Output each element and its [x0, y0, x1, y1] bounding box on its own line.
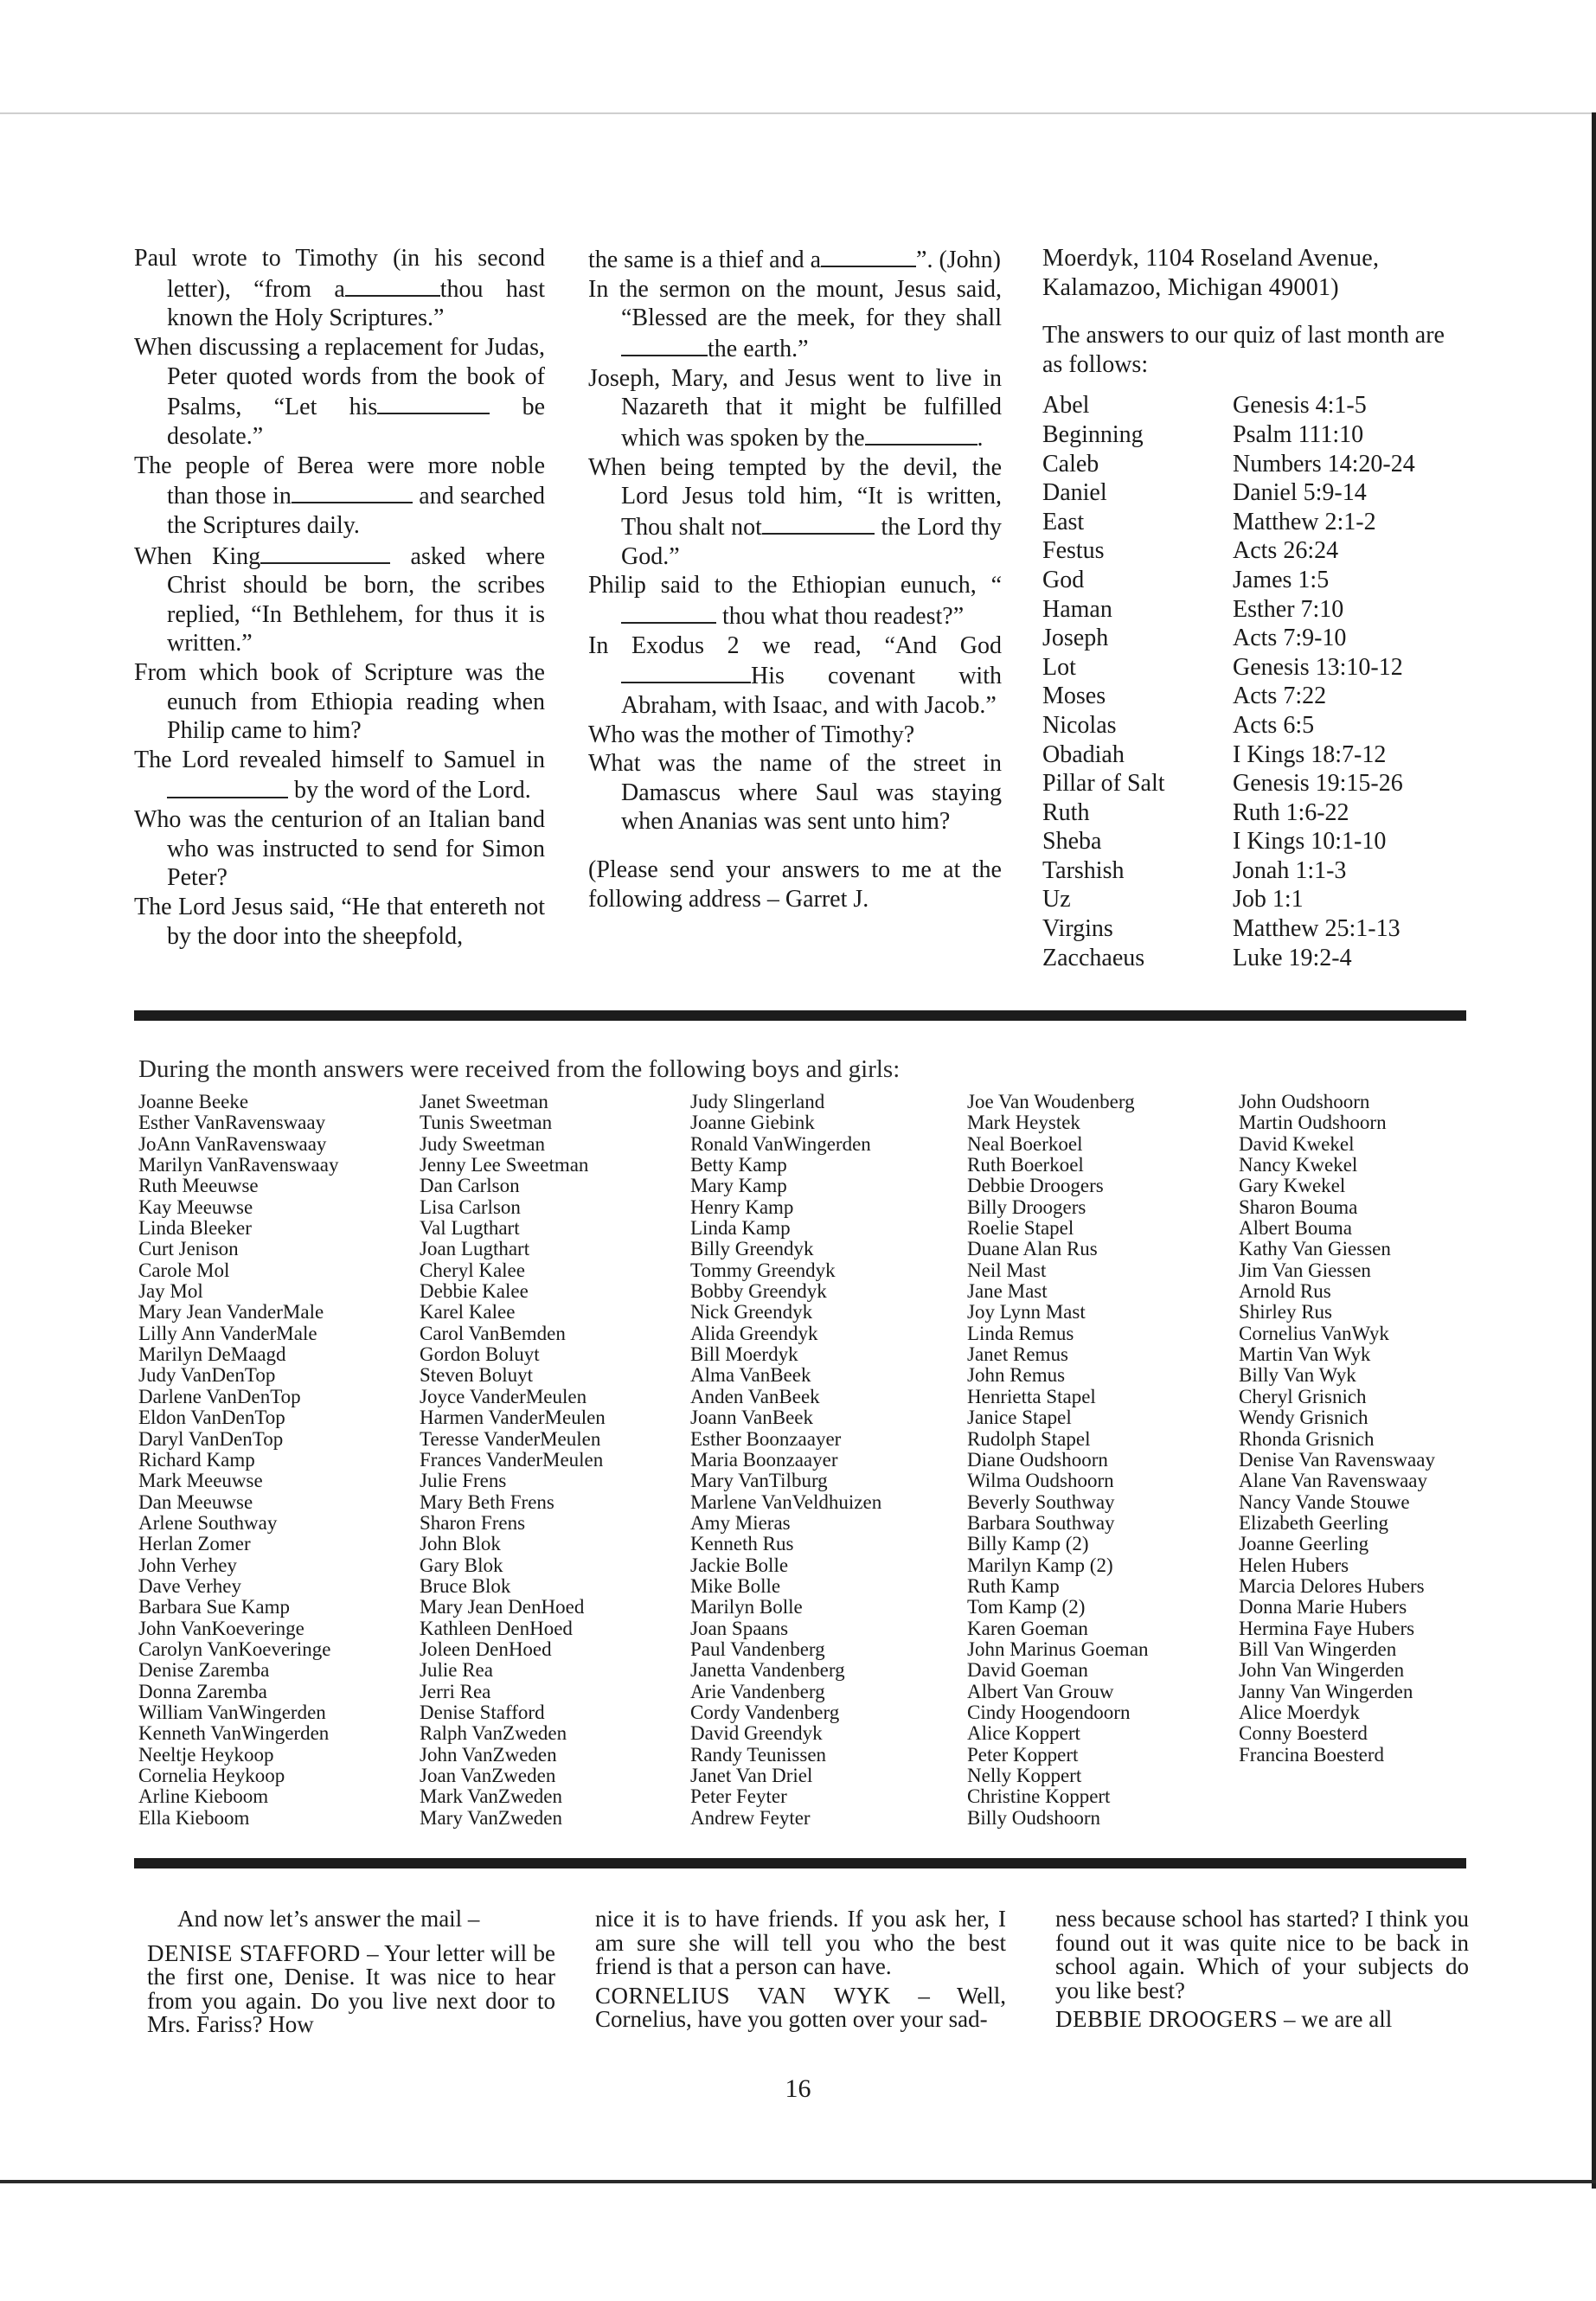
respondent-name: Donna Zaremba	[138, 1680, 267, 1702]
answer-reference: Matthew 25:1-13	[1233, 915, 1401, 943]
respondent-name: Herlan Zomer	[138, 1533, 251, 1555]
respondent-name: Martin Oudshoorn	[1239, 1112, 1387, 1134]
names-column-4	[967, 1092, 1149, 1829]
quiz-question: What was the name of the street in Damascus where Saul was staying when Ananias was sent unto him?	[588, 750, 1002, 836]
scan-edge-top	[0, 112, 1596, 114]
quiz-question: From which book of Scripture was the eunuch from Ethiopia reading when Philip came to him?	[134, 659, 545, 745]
respondent-name: Henry Kamp	[690, 1195, 794, 1218]
question-text: Philip said to the Ethiopian eunuch, “	[588, 572, 1002, 599]
respondent-name: Nelly Koppert	[967, 1765, 1082, 1786]
respondent-name: Kenneth Rus	[690, 1533, 794, 1555]
answer-word: Nicolas	[1042, 711, 1117, 739]
answer-blank	[865, 422, 977, 445]
respondent-name: Joe Van Woudenberg	[967, 1091, 1135, 1112]
respondent-name: John VanKoeveringe	[138, 1617, 304, 1639]
respondent-name: Helen Hubers	[1239, 1554, 1349, 1576]
answer-reference: Esther 7:10	[1233, 595, 1344, 623]
respondent-name: Donna Marie Hubers	[1239, 1596, 1407, 1618]
correspondent-name: DEBBIE DROOGERS	[1055, 2006, 1279, 2032]
respondent-name: John Marinus Goeman	[967, 1638, 1149, 1660]
respondent-name: Joyce VanderMeulen	[420, 1385, 587, 1407]
respondent-name: Cornelia Heykoop	[138, 1765, 285, 1786]
respondent-name: Kenneth VanWingerden	[138, 1722, 330, 1745]
respondent-name: Jenny Lee Sweetman	[420, 1154, 589, 1176]
respondent-name: Tommy Greendyk	[690, 1259, 836, 1281]
respondent-name: Val Lugthart	[420, 1217, 520, 1240]
mail-column-1	[147, 1907, 555, 2037]
respondent-name: Amy Mieras	[690, 1511, 791, 1534]
respondent-name: Neeltje Heykoop	[138, 1743, 274, 1766]
respondent-name: Bobby Greendyk	[690, 1280, 827, 1303]
respondent-name: Diane Oudshoorn	[967, 1448, 1108, 1471]
respondent-name: Lisa Carlson	[420, 1195, 521, 1218]
answer-word: Ruth	[1042, 798, 1090, 826]
question-text: The Lord revealed himself to Samuel in	[134, 746, 545, 773]
question-text: asked where Christ should be born, the scribes replied, “In Bethlehem, for thus it is written.”	[167, 542, 545, 657]
respondent-name: Cheryl Kalee	[420, 1259, 525, 1281]
respondent-name: William VanWingerden	[138, 1701, 326, 1723]
answer-word: Beginning	[1042, 420, 1144, 448]
respondent-name: Francina Boesterd	[1239, 1743, 1384, 1766]
section-divider	[134, 1858, 1466, 1868]
question-text: by the word of the Lord.	[294, 777, 531, 804]
respondent-name: David Goeman	[967, 1659, 1088, 1682]
respondent-name: Randy Teunissen	[690, 1743, 827, 1766]
respondent-name: Linda Kamp	[690, 1217, 791, 1240]
respondent-name: Rudolph Stapel	[967, 1427, 1091, 1450]
respondent-name: Alice Moerdyk	[1239, 1701, 1360, 1723]
respondent-name: Cordy Vandenberg	[690, 1701, 840, 1723]
answer-reference: Genesis 13:10-12	[1233, 653, 1403, 681]
answer-reference: Psalm 111:10	[1233, 420, 1364, 448]
names-column-5	[1239, 1092, 1435, 1766]
section-divider	[134, 1010, 1466, 1021]
respondent-name: Joann VanBeek	[690, 1407, 814, 1429]
mail-column-3	[1055, 1907, 1469, 2032]
answer-blank	[762, 511, 875, 535]
respondent-name: Nick Greendyk	[690, 1301, 813, 1324]
scan-edge-right	[1592, 112, 1596, 2189]
respondent-name: Hermina Faye Hubers	[1239, 1617, 1415, 1639]
answers-table	[1042, 391, 1466, 972]
answer-word: Lot	[1042, 653, 1076, 681]
respondent-name: Joan VanZweden	[420, 1765, 556, 1786]
answer-reference: Acts 7:9-10	[1233, 625, 1347, 652]
respondent-name: Nancy Vande Stouwe	[1239, 1490, 1410, 1513]
quiz-question	[134, 244, 545, 333]
respondent-name: Dan Meeuwse	[138, 1490, 253, 1513]
answer-reference: Genesis 4:1-5	[1233, 392, 1367, 420]
answer-word: Abel	[1042, 392, 1090, 420]
quiz-question	[588, 364, 1002, 453]
answer-reference: Genesis 19:15-26	[1233, 770, 1403, 798]
question-text: and searched the Scriptures daily.	[167, 483, 546, 539]
question-text: When being tempted by the devil, the Lord Jesus told him, “It is written, Thou shalt not	[588, 453, 1002, 542]
correspondent-name: DENISE STAFFORD	[147, 1939, 361, 1966]
reply-text: – Your letter will be the first one, Denise. It was nice to hear from you again. Do you live next door to Mrs. Fariss? How	[147, 1939, 555, 2037]
respondent-name: Denise Van Ravenswaay	[1239, 1448, 1435, 1471]
reply-text: – we are all	[1278, 2006, 1393, 2032]
answer-reference: Acts 7:22	[1233, 683, 1327, 710]
answer-reference: I Kings 10:1-10	[1233, 828, 1387, 856]
question-text: ”. (John)	[916, 247, 1001, 274]
page-number: 16	[785, 2074, 811, 2103]
names-column-2	[420, 1092, 606, 1829]
question-text: In Exodus 2 we read, “And God	[588, 631, 1002, 659]
respondent-name: Henrietta Stapel	[967, 1385, 1096, 1407]
respondent-name: Albert Bouma	[1239, 1217, 1352, 1240]
answer-reference: Numbers 14:20-24	[1233, 450, 1415, 478]
received-heading: During the month answers were received from the following boys and girls:	[138, 1055, 901, 1083]
respondent-name: Julie Frens	[420, 1470, 507, 1492]
answer-word: Joseph	[1042, 625, 1109, 652]
answer-word: Moses	[1042, 683, 1106, 710]
quiz-question: The Lord Jesus said, “He that entereth not by the door into the sheepfold,	[134, 894, 545, 950]
respondent-name: Marilyn DeMaagd	[138, 1343, 286, 1366]
respondent-name: Kathleen DenHoed	[420, 1617, 573, 1639]
respondent-name: John Blok	[420, 1533, 501, 1555]
names-column-1	[138, 1092, 338, 1829]
respondent-name: Billy Oudshoorn	[967, 1806, 1100, 1829]
respondent-name: Linda Remus	[967, 1322, 1074, 1344]
respondent-name: Rhonda Grisnich	[1239, 1427, 1375, 1450]
answer-reference: Jonah 1:1-3	[1233, 856, 1347, 884]
respondent-name: John Remus	[967, 1364, 1066, 1387]
answer-word: Pillar of Salt	[1042, 770, 1165, 798]
quiz-question	[588, 244, 1002, 275]
respondent-name: Gary Kwekel	[1239, 1175, 1346, 1197]
respondent-name: Janice Stapel	[967, 1407, 1072, 1429]
reply-text: ness because school has started? I think you found out it was quite nice to be back in school again. Which of your subjects do you like best?	[1055, 1906, 1469, 2003]
respondent-name: Marilyn Bolle	[690, 1596, 803, 1618]
answer-blank	[167, 774, 288, 798]
respondent-name: Daryl VanDenTop	[138, 1427, 284, 1450]
mail-column-2	[595, 1907, 1006, 2032]
question-text: the Lord thy God.”	[621, 514, 1002, 570]
quiz-question	[588, 571, 1002, 631]
respondent-name: Ronald VanWingerden	[690, 1132, 871, 1155]
question-text: the earth.”	[708, 336, 809, 363]
respondent-name: Dave Verhey	[138, 1574, 241, 1597]
question-text: His covenant with Abraham, with Isaac, and with Jacob.”	[621, 663, 1002, 720]
respondent-name: Wilma Oudshoorn	[967, 1470, 1114, 1492]
reply-text: nice it is to have friends. If you ask her, I am sure she will tell you who the best friend is that a person can have.	[595, 1906, 1006, 1979]
respondent-name: Peter Koppert	[967, 1743, 1079, 1766]
quiz-question: Who was the mother of Timothy?	[588, 721, 915, 748]
answer-blank	[292, 480, 413, 503]
answer-blank	[621, 600, 716, 624]
quiz-question	[134, 746, 545, 805]
respondent-name: Gary Blok	[420, 1554, 503, 1576]
answer-blank	[621, 333, 708, 356]
respondent-name: Ruth Meeuwse	[138, 1175, 259, 1197]
respondent-name: Eldon VanDenTop	[138, 1407, 285, 1429]
respondent-name: Bruce Blok	[420, 1574, 511, 1597]
respondent-name: Marlene VanVeldhuizen	[690, 1490, 882, 1513]
respondent-name: Harmen VanderMeulen	[420, 1407, 606, 1429]
question-text: Paul wrote to Timothy (in his second letter), “from a	[134, 245, 545, 303]
respondent-name: Alida Greendyk	[690, 1322, 818, 1344]
correspondent-name: CORNELIUS VAN WYK	[595, 1982, 891, 2009]
respondent-name: Roelie Stapel	[967, 1217, 1074, 1240]
respondent-name: Jim Van Giessen	[1239, 1259, 1371, 1281]
answer-word: Virgins	[1042, 915, 1113, 943]
respondent-name: Kay Meeuwse	[138, 1195, 253, 1218]
respondent-name: Marilyn Kamp (2)	[967, 1554, 1113, 1576]
answer-word: Uz	[1042, 886, 1071, 913]
respondent-name: Arnold Rus	[1239, 1280, 1331, 1303]
respondent-name: Wendy Grisnich	[1239, 1407, 1368, 1429]
respondent-name: Arlene Southway	[138, 1511, 278, 1534]
answer-word: Festus	[1042, 537, 1105, 565]
respondent-name: Karen Goeman	[967, 1617, 1088, 1639]
letter-reply	[595, 1984, 1006, 2032]
respondent-name: David Greendyk	[690, 1722, 823, 1745]
respondent-name: Mary Beth Frens	[420, 1490, 554, 1513]
respondent-name: Peter Feyter	[690, 1785, 787, 1808]
letter-reply	[147, 1939, 555, 2037]
quiz-column-1	[134, 244, 545, 951]
question-text: Joseph, Mary, and Jesus went to live in Nazareth that it might be fulfilled which was spoken by the	[588, 364, 1002, 452]
respondent-name: Cindy Hoogendoorn	[967, 1701, 1131, 1723]
answer-blank	[260, 541, 390, 564]
respondent-name: Debbie Droogers	[967, 1175, 1104, 1197]
respondent-name: Janet Sweetman	[420, 1091, 548, 1112]
respondent-name: Martin Van Wyk	[1239, 1343, 1371, 1366]
respondent-name: Elizabeth Geerling	[1239, 1511, 1389, 1534]
respondent-name: Sharon Bouma	[1239, 1195, 1358, 1218]
respondent-name: Kathy Van Giessen	[1239, 1238, 1391, 1260]
respondent-name: Tunis Sweetman	[420, 1112, 553, 1134]
respondent-name: Janet Van Driel	[690, 1765, 813, 1786]
quiz-column-3	[1042, 244, 1466, 972]
respondent-name: Alma VanBeek	[690, 1364, 811, 1387]
respondent-name: Judy Sweetman	[420, 1132, 546, 1155]
respondent-name: Debbie Kalee	[420, 1280, 529, 1303]
quiz-question	[134, 333, 545, 452]
respondent-name: John Verhey	[138, 1554, 237, 1576]
respondent-name: Carole Mol	[138, 1259, 230, 1281]
respondent-name: JoAnn VanRavenswaay	[138, 1132, 327, 1155]
respondent-name: Nancy Kwekel	[1239, 1154, 1358, 1176]
question-text: thou what thou readest?”	[722, 603, 965, 631]
respondent-name: Sharon Frens	[420, 1511, 526, 1534]
respondent-name: Mary Kamp	[690, 1175, 787, 1197]
respondent-name: Neil Mast	[967, 1259, 1047, 1281]
respondent-name: Barbara Southway	[967, 1511, 1115, 1534]
respondent-name: Karel Kalee	[420, 1301, 516, 1324]
quiz-question	[588, 275, 1002, 364]
answer-word: Haman	[1042, 595, 1112, 623]
respondent-name: Joanne Geerling	[1239, 1533, 1369, 1555]
answer-reference: Acts 6:5	[1233, 711, 1315, 739]
respondent-name: Janet Remus	[967, 1343, 1068, 1366]
respondent-name: Richard Kamp	[138, 1448, 255, 1471]
quiz-question	[134, 452, 545, 541]
respondent-name: Mary VanZweden	[420, 1806, 562, 1829]
respondent-name: Joleen DenHoed	[420, 1638, 552, 1660]
respondent-name: Joanne Beeke	[138, 1091, 249, 1112]
respondent-name: Albert Van Grouw	[967, 1680, 1114, 1702]
respondent-name: Cheryl Grisnich	[1239, 1385, 1367, 1407]
answer-blank	[377, 391, 490, 414]
respondent-name: Jane Mast	[967, 1280, 1048, 1303]
answer-word: Zacchaeus	[1042, 944, 1145, 971]
respondent-name: Carol VanBemden	[420, 1322, 566, 1344]
respondent-name: Conny Boesterd	[1239, 1722, 1368, 1745]
respondent-name: Janetta Vandenberg	[690, 1659, 845, 1682]
respondent-name: Alane Van Ravenswaay	[1239, 1470, 1428, 1492]
respondent-name: Betty Kamp	[690, 1154, 787, 1176]
question-text: In the sermon on the mount, Jesus said, “Blessed are the meek, for they shall	[588, 275, 1002, 332]
question-text: .	[977, 425, 984, 452]
respondent-name: Bill Van Wingerden	[1239, 1638, 1397, 1660]
names-column-3	[690, 1092, 881, 1829]
respondent-name: Ralph VanZweden	[420, 1722, 567, 1745]
respondent-name: Frances VanderMeulen	[420, 1448, 604, 1471]
question-text: The people of Berea were more noble than those in	[134, 452, 545, 510]
respondent-name: Shirley Rus	[1239, 1301, 1332, 1324]
respondent-name: Mark Heystek	[967, 1112, 1080, 1134]
answer-blank	[821, 244, 916, 267]
respondent-name: Ruth Kamp	[967, 1574, 1060, 1597]
reply-text: – Well, Cornelius, have you gotten over your sad-	[595, 1982, 1007, 2032]
respondent-name: Barbara Sue Kamp	[138, 1596, 290, 1618]
question-text: When King	[134, 542, 261, 570]
respondent-name: Marcia Delores Hubers	[1239, 1574, 1425, 1597]
respondent-name: Dan Carlson	[420, 1175, 520, 1197]
respondent-name: Jerri Rea	[420, 1680, 491, 1702]
respondent-name: Paul Vandenberg	[690, 1638, 825, 1660]
answer-word: Caleb	[1042, 450, 1099, 478]
answer-blank	[345, 273, 440, 297]
answer-reference: Matthew 2:1-2	[1233, 508, 1376, 535]
respondent-name: Esther VanRavenswaay	[138, 1112, 326, 1134]
respondent-name: Carolyn VanKoeveringe	[138, 1638, 331, 1660]
answer-word: East	[1042, 508, 1085, 535]
answer-reference: Daniel 5:9-14	[1233, 479, 1367, 507]
respondent-name: Beverly Southway	[967, 1490, 1115, 1513]
answer-word: Tarshish	[1042, 856, 1125, 884]
respondent-name: Andrew Feyter	[690, 1806, 811, 1829]
quiz-question	[588, 631, 1002, 721]
mail-intro: And now let’s answer the mail –	[177, 1906, 480, 1932]
answer-word: Obadiah	[1042, 740, 1125, 768]
respondent-name: Neal Boerkoel	[967, 1132, 1083, 1155]
scan-edge-bottom	[0, 2180, 1596, 2183]
respondent-name: John VanZweden	[420, 1743, 557, 1766]
respondent-name: Janny Van Wingerden	[1239, 1680, 1413, 1702]
answer-reference: Ruth 1:6-22	[1233, 798, 1349, 826]
quiz-column-2	[588, 244, 1002, 913]
question-text: thou hast known the Holy Scriptures.”	[167, 275, 545, 332]
respondent-name: Duane Alan Rus	[967, 1238, 1098, 1260]
answer-blank	[621, 660, 751, 683]
respondent-name: Arline Kieboom	[138, 1785, 269, 1808]
respondent-name: Darlene VanDenTop	[138, 1385, 301, 1407]
respondent-name: Mary Jean VanderMale	[138, 1301, 324, 1324]
quiz-question: Who was the centurion of an Italian band who was instructed to send for Simon Peter?	[134, 806, 545, 892]
respondent-name: Curt Jenison	[138, 1238, 239, 1260]
answer-reference: Acts 26:24	[1233, 537, 1339, 565]
question-text: the same is a thief and a	[588, 247, 822, 274]
respondent-name: Jay Mol	[138, 1280, 203, 1303]
answer-reference: Luke 19:2-4	[1233, 944, 1352, 971]
respondent-name: Maria Boonzaayer	[690, 1448, 838, 1471]
respondent-name: Mike Bolle	[690, 1574, 781, 1597]
quiz-question	[134, 541, 545, 659]
respondent-name: Linda Bleeker	[138, 1217, 252, 1240]
respondent-name: Julie Rea	[420, 1659, 493, 1682]
respondent-name: Cornelius VanWyk	[1239, 1322, 1389, 1344]
answer-word: God	[1042, 566, 1085, 593]
respondent-name: Gordon Boluyt	[420, 1343, 540, 1366]
address-request: (Please send your answers to me at the following address – Garret J.	[588, 856, 1002, 913]
respondent-name: Mary Jean DenHoed	[420, 1596, 585, 1618]
respondent-name: John Oudshoorn	[1239, 1091, 1370, 1112]
respondent-name: Billy Van Wyk	[1239, 1364, 1356, 1387]
respondent-name: Billy Kamp (2)	[967, 1533, 1089, 1555]
respondent-name: Billy Droogers	[967, 1195, 1086, 1218]
answer-word: Sheba	[1042, 828, 1102, 856]
respondent-name: Alice Koppert	[967, 1722, 1080, 1745]
respondent-name: Esther Boonzaayer	[690, 1427, 842, 1450]
respondent-name: Christine Koppert	[967, 1785, 1111, 1808]
question-text: When discussing a replacement for Judas, Peter quoted words from the book of Psalms, “Let his	[134, 333, 545, 421]
respondent-name: Tom Kamp (2)	[967, 1596, 1086, 1618]
respondent-name: Mary VanTilburg	[690, 1470, 828, 1492]
respondent-name: Joan Lugthart	[420, 1238, 530, 1260]
respondent-name: Teresse VanderMeulen	[420, 1427, 601, 1450]
respondent-name: Steven Boluyt	[420, 1364, 533, 1387]
answer-word: Daniel	[1042, 479, 1107, 507]
respondent-name: Bill Moerdyk	[690, 1343, 798, 1366]
respondent-name: Joan Spaans	[690, 1617, 789, 1639]
respondent-name: David Kwekel	[1239, 1132, 1355, 1155]
respondent-name: Lilly Ann VanderMale	[138, 1322, 317, 1344]
answer-reference: James 1:5	[1233, 566, 1330, 593]
respondent-name: Mark VanZweden	[420, 1785, 562, 1808]
respondent-name: Ella Kieboom	[138, 1806, 250, 1829]
respondent-name: Judy VanDenTop	[138, 1364, 276, 1387]
respondent-name: Arie Vandenberg	[690, 1680, 825, 1702]
respondent-name: Marilyn VanRavenswaay	[138, 1154, 339, 1176]
respondent-name: Billy Greendyk	[690, 1238, 814, 1260]
respondent-name: Denise Stafford	[420, 1701, 545, 1723]
answers-intro: The answers to our quiz of last month are as follows:	[1042, 322, 1445, 378]
respondent-name: Judy Slingerland	[690, 1091, 825, 1112]
mailing-address: Moerdyk, 1104 Roseland Avenue, Kalamazoo, Michigan 49001)	[1042, 245, 1380, 301]
respondent-name: Denise Zaremba	[138, 1659, 270, 1682]
respondent-name: Joy Lynn Mast	[967, 1301, 1086, 1324]
respondent-name: Mark Meeuwse	[138, 1470, 263, 1492]
quiz-question	[588, 453, 1002, 572]
question-text: be desolate.”	[167, 394, 545, 450]
respondent-name: Joanne Giebink	[690, 1112, 815, 1134]
respondent-name: Jackie Bolle	[690, 1554, 789, 1576]
letter-reply	[1055, 2008, 1469, 2032]
respondent-name: Ruth Boerkoel	[967, 1154, 1084, 1176]
respondent-name: John Van Wingerden	[1239, 1659, 1405, 1682]
answer-reference: Job 1:1	[1233, 886, 1304, 913]
respondent-name: Anden VanBeek	[690, 1385, 820, 1407]
answer-reference: I Kings 18:7-12	[1233, 740, 1387, 768]
